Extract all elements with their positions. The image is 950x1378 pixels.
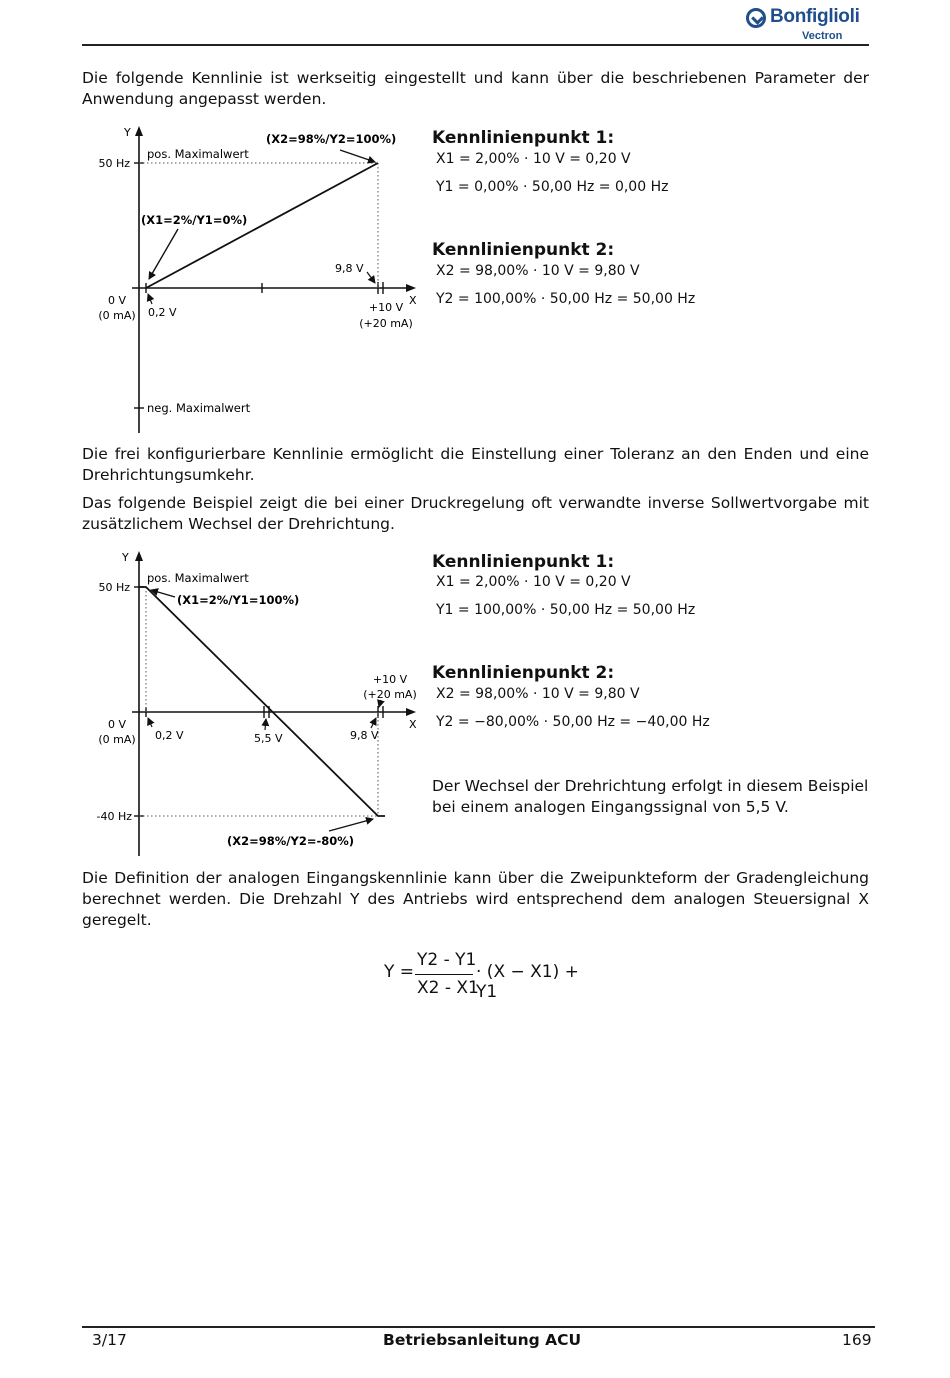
y-axis-arrow-icon bbox=[135, 551, 143, 561]
x-axis-label: X bbox=[409, 294, 417, 307]
footer-rule bbox=[82, 1326, 875, 1328]
example-paragraph: Das folgende Beispiel zeigt die bei einer Druckregelung oft verwandte inverse Sollwertvorgabe mit zusätzlichem Wechsel der Drehrichtung. bbox=[82, 494, 869, 533]
free-characteristic-paragraph: Die frei konfigurierbare Kennlinie ermöglicht die Einstellung einer Toleranz an den Enden und eine Drehrichtungsumkehr. bbox=[82, 445, 869, 484]
formula-rest: · (X − X1) + Y1 bbox=[476, 962, 579, 1002]
x10-label-ma: (+20 mA) bbox=[359, 317, 413, 330]
characteristic-line bbox=[139, 587, 385, 816]
y-max-label: 50 Hz bbox=[98, 581, 130, 594]
page-number: 169 bbox=[842, 1331, 872, 1349]
x-axis-arrow-icon bbox=[406, 708, 416, 716]
x98-label: 9,8 V bbox=[335, 262, 364, 275]
x0-label-ma: (0 mA) bbox=[98, 309, 136, 322]
x10-label-ma: (+20 mA) bbox=[363, 688, 417, 701]
definition-paragraph: Die Definition der analogen Eingangskennlinie kann über die Zweipunkteform der Gradengleichung berechnet werden. Die Drehzahl Y des Antriebs wird entsprechend dem analogen Steuersignal X geregelt. bbox=[82, 869, 869, 929]
header-rule bbox=[82, 44, 869, 46]
x02-arrow-icon bbox=[148, 294, 152, 304]
point2-arrow-icon bbox=[329, 819, 373, 831]
x02-label: 0,2 V bbox=[155, 729, 184, 742]
kp2-x-equation-2: X2 = 98,00% · 10 V = 9,80 V bbox=[436, 686, 640, 702]
x55-label: 5,5 V bbox=[254, 732, 283, 745]
y-axis-label: Y bbox=[122, 551, 129, 564]
kp2-y-equation: Y2 = 100,00% · 50,00 Hz = 50,00 Hz bbox=[436, 291, 696, 307]
kp1-x-equation-2: X1 = 2,00% · 10 V = 0,20 V bbox=[436, 574, 631, 590]
x02-arrow-icon bbox=[148, 718, 152, 727]
x0-label-ma: (0 mA) bbox=[98, 733, 136, 746]
logo-subtitle: Vectron bbox=[802, 30, 843, 42]
kp1-x-equation: X1 = 2,00% · 10 V = 0,20 V bbox=[436, 151, 631, 167]
x55-arrow-icon bbox=[265, 719, 266, 730]
point2-label: (X2=98%/Y2=-80%) bbox=[227, 834, 355, 848]
bonfiglioli-logo bbox=[746, 6, 870, 46]
formula-lhs: Y = bbox=[384, 962, 415, 982]
point1-arrow-icon bbox=[149, 229, 178, 279]
y-axis-arrow-icon bbox=[135, 126, 143, 136]
formula-numerator: Y2 - Y1 bbox=[417, 950, 477, 970]
kp2-y-equation-2: Y2 = −80,00% · 50,00 Hz = −40,00 Hz bbox=[436, 714, 710, 730]
x98-arrow-icon bbox=[367, 272, 375, 283]
kp2-title: Kennlinienpunkt 2: bbox=[432, 240, 615, 260]
direction-change-note: Der Wechsel der Drehrichtung erfolgt in diesem Beispiel bei einem analogen Eingangssignal von 5,5 V. bbox=[432, 777, 869, 816]
x0-label: 0 V bbox=[107, 294, 127, 307]
x-axis-arrow-icon bbox=[406, 284, 416, 292]
point1-label: (X1=2%/Y1=0%) bbox=[141, 213, 248, 227]
x0-label: 0 V bbox=[107, 718, 127, 731]
kp2-x-equation: X2 = 98,00% · 10 V = 9,80 V bbox=[436, 263, 640, 279]
x-axis-label: X bbox=[409, 718, 417, 731]
neg-max-label: neg. Maximalwert bbox=[147, 401, 251, 415]
x10-label: +10 V bbox=[372, 673, 408, 686]
kp2-title-2: Kennlinienpunkt 2: bbox=[432, 663, 615, 683]
intro-paragraph: Die folgende Kennlinie ist werkseitig eingestellt und kann über die beschriebenen Parameter der Anwendung angepasst werden. bbox=[82, 69, 869, 108]
kp1-y-equation-2: Y1 = 100,00% · 50,00 Hz = 50,00 Hz bbox=[436, 602, 696, 618]
y-min-label: -40 Hz bbox=[96, 810, 132, 823]
kp1-title-2: Kennlinienpunkt 1: bbox=[432, 552, 615, 572]
x02-label: 0,2 V bbox=[148, 306, 177, 319]
pos-max-label: pos. Maximalwert bbox=[147, 571, 249, 585]
x98-arrow-icon bbox=[371, 718, 376, 728]
two-point-formula bbox=[384, 950, 604, 1010]
kp1-title: Kennlinienpunkt 1: bbox=[432, 128, 615, 148]
x10-arrow-icon bbox=[379, 700, 381, 707]
footer-title: Betriebsanleitung ACU bbox=[383, 1331, 582, 1349]
characteristic-diagram-2 bbox=[82, 545, 427, 860]
footer-left: 3/17 bbox=[92, 1331, 127, 1349]
logo-name: Bonfiglioli bbox=[770, 6, 860, 27]
y-max-label: 50 Hz bbox=[98, 157, 130, 170]
pos-max-label: pos. Maximalwert bbox=[147, 147, 249, 161]
point2-arrow-icon bbox=[340, 150, 375, 162]
x10-label: +10 V bbox=[368, 301, 404, 314]
point2-label: (X2=98%/Y2=100%) bbox=[266, 132, 397, 146]
point1-label: (X1=2%/Y1=100%) bbox=[177, 593, 300, 607]
logo-mark-icon bbox=[746, 8, 766, 28]
y-axis-label: Y bbox=[124, 126, 131, 139]
characteristic-diagram-1 bbox=[82, 120, 427, 440]
kp1-y-equation: Y1 = 0,00% · 50,00 Hz = 0,00 Hz bbox=[436, 179, 669, 195]
fraction-bar bbox=[415, 974, 473, 975]
formula-denominator: X2 - X1 bbox=[417, 978, 479, 998]
x98-label: 9,8 V bbox=[350, 729, 379, 742]
